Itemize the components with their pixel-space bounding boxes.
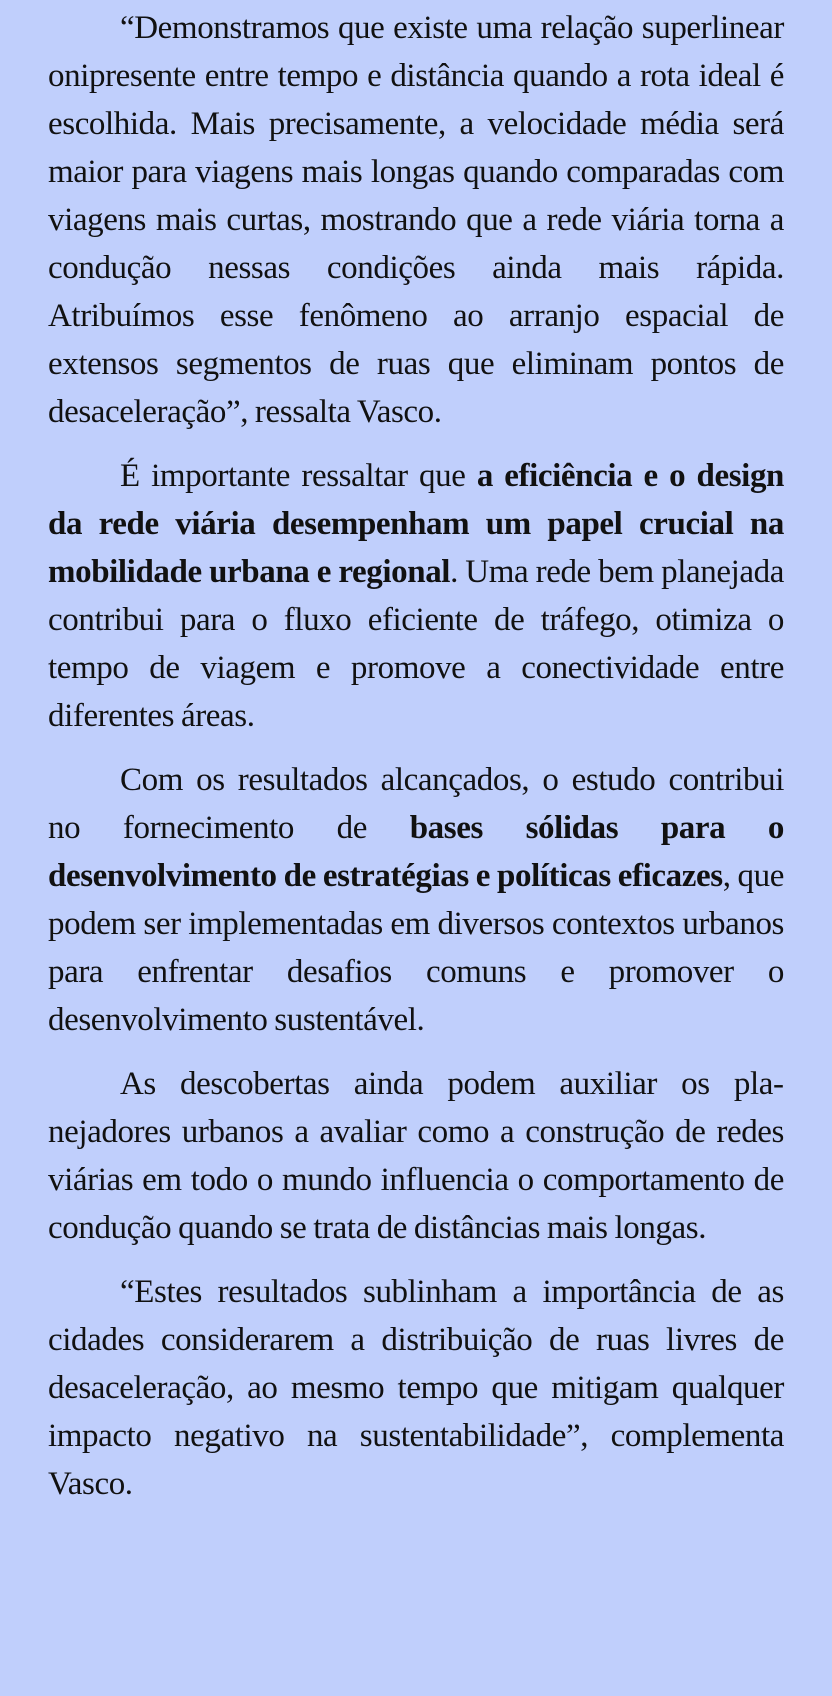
paragraph-text: , que podem ser implementadas em diversos contextos urbanos para enfrentar desafios comuns e promover o desenvolvimento sustentável. — [48, 858, 784, 1038]
paragraph-text: “Demonstramos que existe uma relação superlinear onipresente entre tempo e distância quando a rota ideal é escolhida. Mais precisamente, a velocidade média será maior para viagens mais longas quando comparadas com viagens mais curtas, mostrando que a rede viária torna a condução nessas condições ainda mais rápida. Atribuímos esse fenômeno ao arranjo espacial de extensos segmentos de ruas que eliminam pontos de desaceleração”, ressalta Vasco. — [48, 10, 784, 430]
paragraph-text: As descobertas ainda podem auxiliar os planejadores urbanos a avaliar como a construção de redes viárias em todo o mundo influencia o comportamento de condução quando se trata de distâncias mais longas. — [48, 1066, 784, 1246]
emphasis-text: bases sólidas para o desenvolvimento de estratégias e políticas eficazes — [48, 810, 784, 894]
paragraph-text: “Estes resultados sublinham a importância de as cidades considerarem a distribuição de ruas livres de desaceleração, ao mesmo tempo que mitigam qualquer impacto negativo na sustentabilidade”, complementa Vasco. — [48, 1274, 784, 1502]
paragraph-urban-planners — [48, 1060, 784, 1252]
paragraph-text: . Uma rede bem planejada contribui para o fluxo eficiente de tráfego, otimiza o tempo de viagem e promove a conectividade entre diferentes áreas. — [48, 554, 784, 734]
emphasis-text: a eficiência e o design da rede viária desempenham um papel crucial na mobilidade urbana e regional — [48, 458, 784, 590]
paragraph-quote-superlinear — [48, 4, 784, 436]
paragraph-study-contributions — [48, 756, 784, 1044]
paragraph-text: Com os resultados alcançados, o estudo contribui no fornecimento de — [48, 762, 784, 846]
paragraph-road-network-efficiency — [48, 452, 784, 740]
paragraph-text: É importante ressaltar que — [120, 458, 477, 494]
paragraph-quote-conclusion — [48, 1268, 784, 1508]
